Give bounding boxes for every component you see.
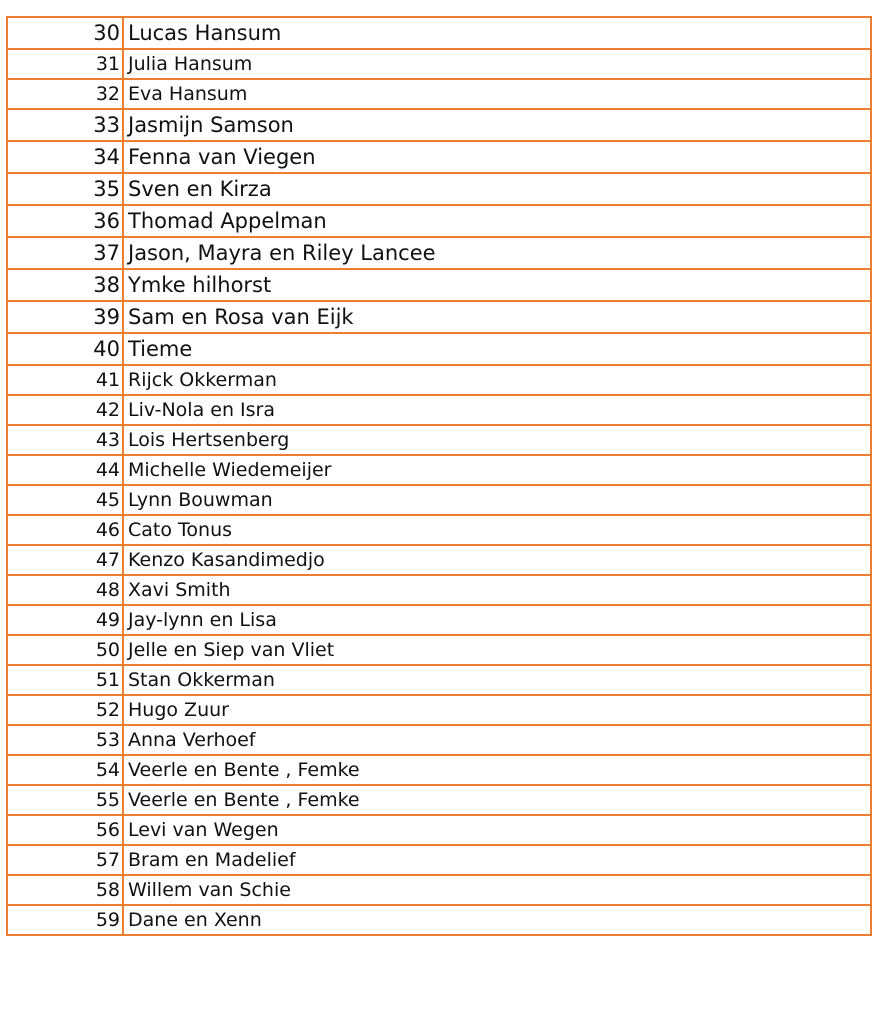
table-row <box>7 333 871 365</box>
table-row <box>7 785 871 815</box>
table-row <box>7 17 871 49</box>
table-row <box>7 485 871 515</box>
table-row <box>7 515 871 545</box>
row-number: 50 <box>7 635 123 665</box>
row-number: 54 <box>7 755 123 785</box>
row-number: 40 <box>7 333 123 365</box>
row-number: 56 <box>7 815 123 845</box>
table-row <box>7 635 871 665</box>
row-number: 44 <box>7 455 123 485</box>
row-name: Lois Hertsenberg <box>123 425 871 455</box>
row-name: Lynn Bouwman <box>123 485 871 515</box>
table-row <box>7 269 871 301</box>
row-name: Veerle en Bente , Femke <box>123 785 871 815</box>
row-name: Eva Hansum <box>123 79 871 109</box>
row-number: 38 <box>7 269 123 301</box>
table-row <box>7 725 871 755</box>
row-number: 51 <box>7 665 123 695</box>
row-name: Cato Tonus <box>123 515 871 545</box>
row-name: Anna Verhoef <box>123 725 871 755</box>
table-row <box>7 605 871 635</box>
table-row <box>7 49 871 79</box>
row-number: 39 <box>7 301 123 333</box>
row-number: 37 <box>7 237 123 269</box>
row-number: 42 <box>7 395 123 425</box>
row-number: 32 <box>7 79 123 109</box>
row-number: 59 <box>7 905 123 935</box>
row-name: Stan Okkerman <box>123 665 871 695</box>
table-row <box>7 665 871 695</box>
row-name: Ymke hilhorst <box>123 269 871 301</box>
row-number: 36 <box>7 205 123 237</box>
row-number: 49 <box>7 605 123 635</box>
table-row <box>7 109 871 141</box>
row-number: 47 <box>7 545 123 575</box>
row-name: Kenzo Kasandimedjo <box>123 545 871 575</box>
row-name: Bram en Madelief <box>123 845 871 875</box>
name-list-table <box>6 16 872 936</box>
row-name: Jason, Mayra en Riley Lancee <box>123 237 871 269</box>
row-name: Sven en Kirza <box>123 173 871 205</box>
row-number: 46 <box>7 515 123 545</box>
row-number: 48 <box>7 575 123 605</box>
table-row <box>7 395 871 425</box>
row-name: Levi van Wegen <box>123 815 871 845</box>
row-number: 52 <box>7 695 123 725</box>
row-name: Jay-lynn en Lisa <box>123 605 871 635</box>
row-number: 30 <box>7 17 123 49</box>
row-name: Jelle en Siep van Vliet <box>123 635 871 665</box>
table-body <box>7 17 871 935</box>
row-name: Thomad Appelman <box>123 205 871 237</box>
table-row <box>7 141 871 173</box>
row-name: Julia Hansum <box>123 49 871 79</box>
row-name: Veerle en Bente , Femke <box>123 755 871 785</box>
row-number: 57 <box>7 845 123 875</box>
row-name: Sam en Rosa van Eijk <box>123 301 871 333</box>
row-number: 55 <box>7 785 123 815</box>
row-name: Lucas Hansum <box>123 17 871 49</box>
row-number: 41 <box>7 365 123 395</box>
row-name: Fenna van Viegen <box>123 141 871 173</box>
row-name: Rijck Okkerman <box>123 365 871 395</box>
row-number: 53 <box>7 725 123 755</box>
row-name: Willem van Schie <box>123 875 871 905</box>
row-name: Xavi Smith <box>123 575 871 605</box>
row-name: Tieme <box>123 333 871 365</box>
table-row <box>7 301 871 333</box>
row-number: 58 <box>7 875 123 905</box>
row-name: Liv-Nola en Isra <box>123 395 871 425</box>
table-row <box>7 575 871 605</box>
table-row <box>7 875 871 905</box>
row-number: 43 <box>7 425 123 455</box>
row-name: Michelle Wiedemeijer <box>123 455 871 485</box>
row-number: 33 <box>7 109 123 141</box>
table-row <box>7 425 871 455</box>
table-row <box>7 545 871 575</box>
table-row <box>7 695 871 725</box>
row-name: Jasmijn Samson <box>123 109 871 141</box>
table-row <box>7 205 871 237</box>
table-row <box>7 455 871 485</box>
row-name: Hugo Zuur <box>123 695 871 725</box>
row-number: 35 <box>7 173 123 205</box>
table-row <box>7 815 871 845</box>
table-row <box>7 365 871 395</box>
row-number: 45 <box>7 485 123 515</box>
table-row <box>7 79 871 109</box>
table-row <box>7 845 871 875</box>
table-row <box>7 173 871 205</box>
table-row <box>7 237 871 269</box>
row-number: 34 <box>7 141 123 173</box>
row-number: 31 <box>7 49 123 79</box>
table-row <box>7 755 871 785</box>
row-name: Dane en Xenn <box>123 905 871 935</box>
table-row <box>7 905 871 935</box>
